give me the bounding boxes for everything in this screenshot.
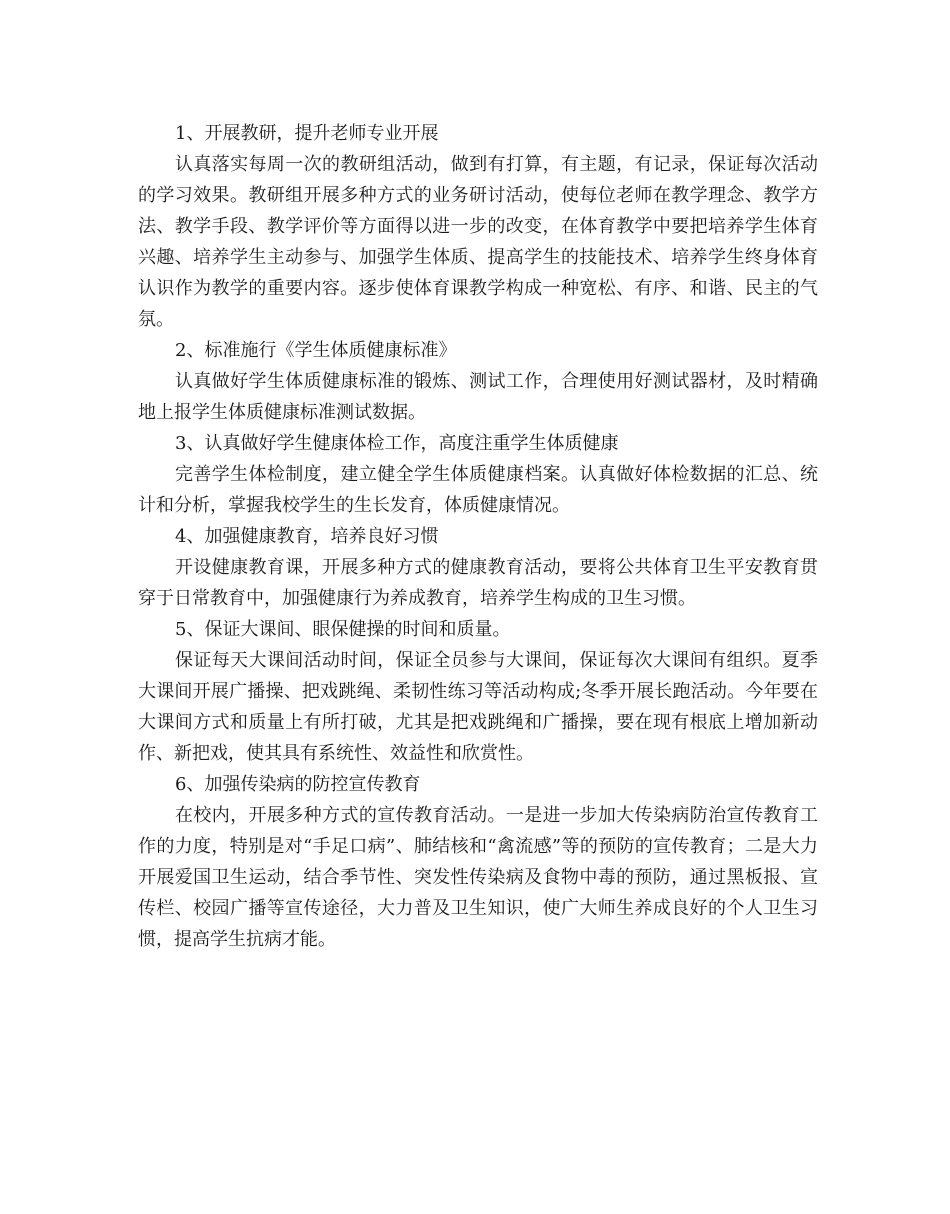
section-heading-3: 3、认真做好学生健康体检工作，高度注重学生体质健康 xyxy=(175,433,619,454)
section-heading-1: 1、开展教研，提升老师专业开展 xyxy=(175,123,439,144)
section-body-5: 保证每天大课间活动时间，保证全员参与大课间，保证每次大课间有组织。夏季大课间开展广播操、把戏跳绳、柔韧性练习等活动构成;冬季开展长跑活动。今年要在大课间方式和质量上有所打破，尤其是把戏跳绳和广播操，要在现有根底上增加新动作、新把戏，使其具有系统性、效益性和欣赏性。 xyxy=(138,650,818,764)
section-heading-6: 6、加强传染病的防控宣传教育 xyxy=(175,774,421,795)
section-body-1: 认真落实每周一次的教研组活动，做到有打算，有主题，有记录，保证每次活动的学习效果。教研组开展多种方式的业务研讨活动，使每位老师在教学理念、教学方法、教学手段、教学评价等方面得以进一步的改变，在体育教学中要把培养学生体育兴趣、培养学生主动参与、加强学生体质、提高学生的技能技术、培养学生终身体育认识作为教学的重要内容。逐步使体育课教学构成一种宽松、有序、和谐、民主的气氛。 xyxy=(138,154,818,330)
section-heading-2: 2、标准施行《学生体质健康标准》 xyxy=(175,340,457,361)
section-body-6: 在校内，开展多种方式的宣传教育活动。一是进一步加大传染病防治宣传教育工作的力度，特别是对“手足口病”、肺结核和“禽流感”等的预防的宣传教育；二是大力开展爱国卫生运动，结合季节性、突发性传染病及食物中毒的预防，通过黑板报、宣传栏、校园广播等宣传途径，大力普及卫生知识，使广大师生养成良好的个人卫生习惯，提高学生抗病才能。 xyxy=(138,805,818,950)
section-heading-4: 4、加强健康教育，培养良好习惯 xyxy=(175,526,439,547)
section-heading-5: 5、保证大课间、眼保健操的时间和质量。 xyxy=(175,619,511,640)
section-body-2: 认真做好学生体质健康标准的锻炼、测试工作，合理使用好测试器材，及时精确地上报学生体质健康标准测试数据。 xyxy=(138,371,818,423)
section-body-4: 开设健康教育课，开展多种方式的健康教育活动，要将公共体育卫生平安教育贯穿于日常教育中，加强健康行为养成教育，培养学生构成的卫生习惯。 xyxy=(138,557,818,609)
section-body-3: 完善学生体检制度，建立健全学生体质健康档案。认真做好体检数据的汇总、统计和分析，掌握我校学生的生长发育，体质健康情况。 xyxy=(138,464,818,516)
document-body xyxy=(138,118,818,955)
